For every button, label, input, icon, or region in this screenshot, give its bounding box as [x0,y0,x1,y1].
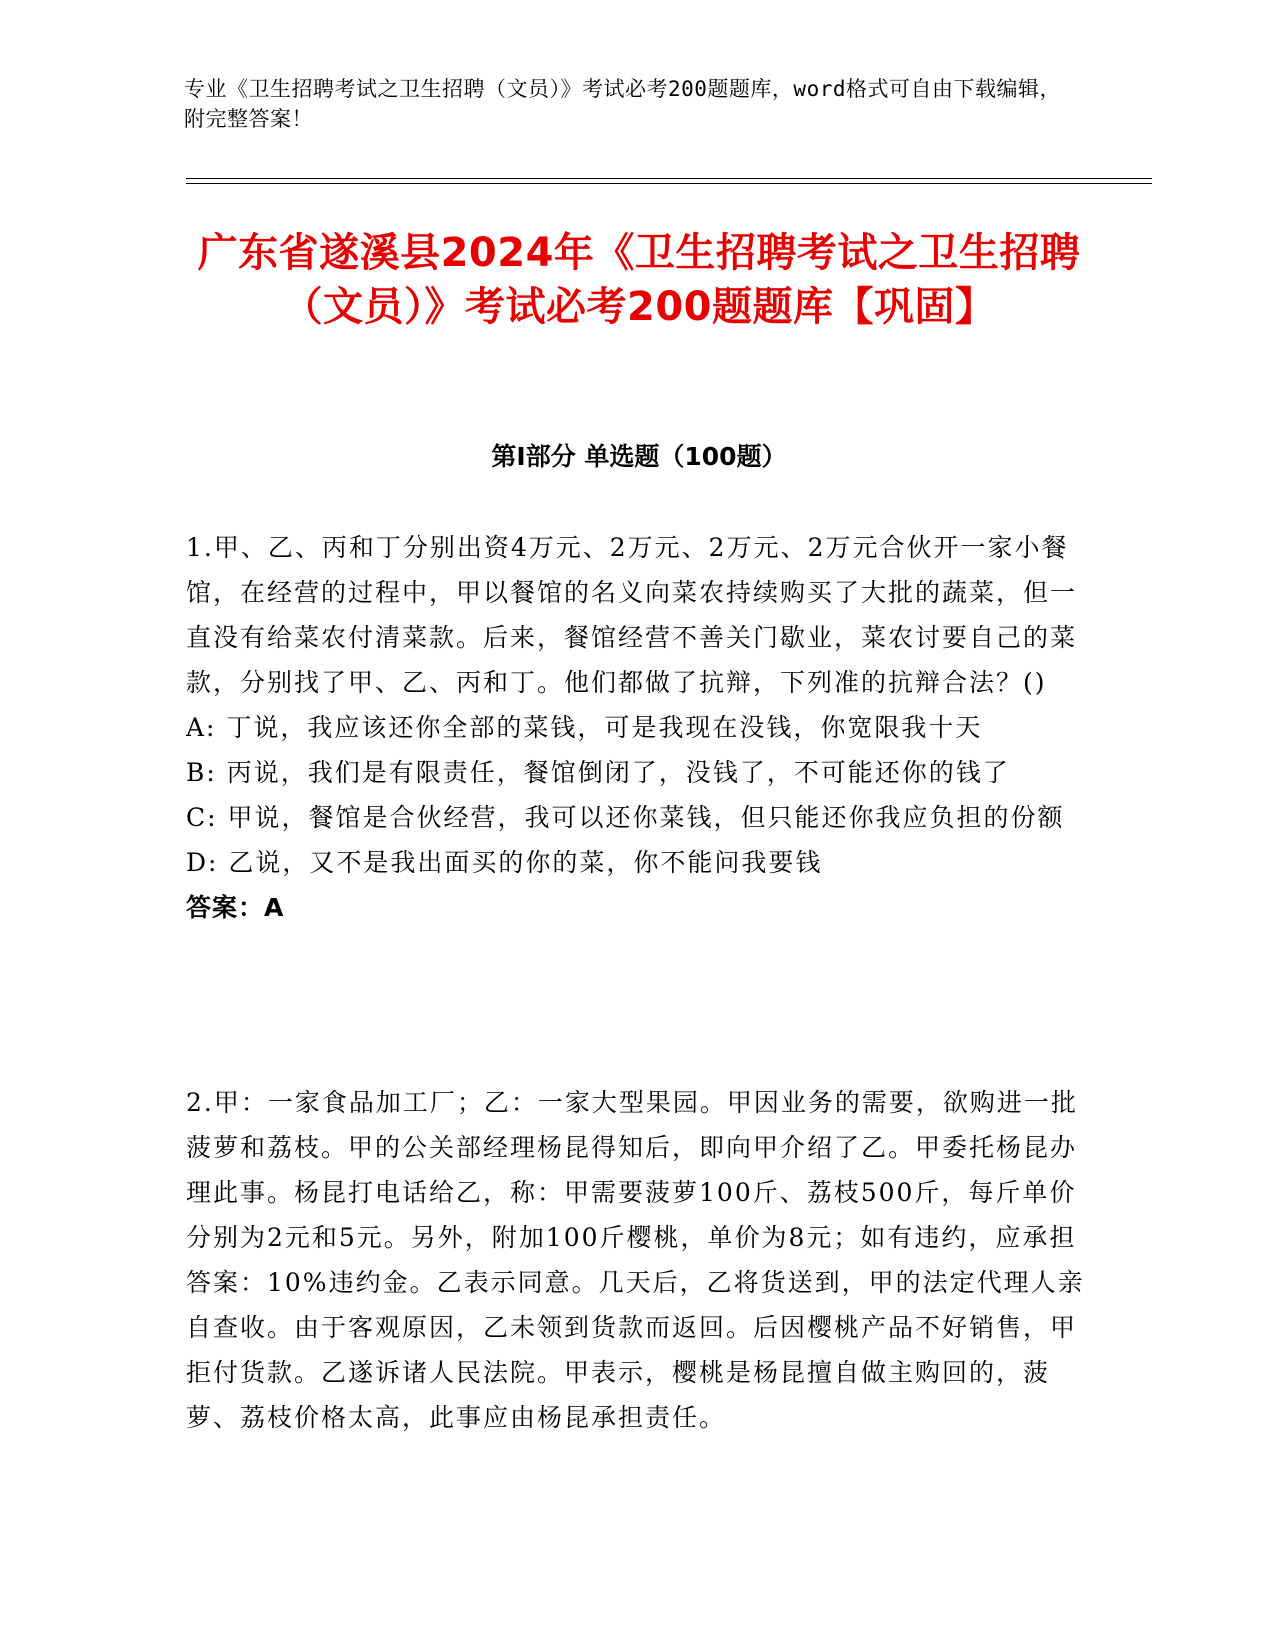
header-divider-bottom [186,183,1152,184]
question-1-option-b: B: 丙说，我们是有限责任，餐馆倒闭了，没钱了，不可能还你的钱了 [186,758,1010,787]
question-1-option-d: D: 乙说，又不是我出面买的你的菜，你不能问我要钱 [186,848,823,877]
question-1 [186,525,1092,930]
question-1-stem: 1.甲、乙、丙和丁分别出资4万元、2万元、2万元、2万元合伙开一家小餐馆，在经营的过程中，甲以餐馆的名义向菜农持续购买了大批的蔬菜，但一直没有给菜农付清菜款。后来，餐馆经营不善关门歇业，菜农讨要自己的菜款，分别找了甲、乙、丙和丁。他们都做了抗辩，下列准的抗辩合法？() [186,533,1078,697]
section-heading: 第I部分 单选题（100题） [491,442,787,471]
header-note: 专业《卫生招聘考试之卫生招聘（文员）》考试必考200题题库，word格式可自由下载编辑，附完整答案！ [184,77,1061,131]
document-title: 广东省遂溪县2024年《卫生招聘考试之卫生招聘（文员）》考试必考200题题库【巩固】 [197,230,1081,330]
header-divider-top [186,178,1152,179]
question-2-stem: 2.甲：一家食品加工厂；乙：一家大型果园。甲因业务的需要，欲购进一批菠萝和荔枝。甲的公关部经理杨昆得知后，即向甲介绍了乙。甲委托杨昆办理此事。杨昆打电话给乙，称：甲需要菠萝100斤、荔枝500斤，每斤单价分别为2元和5元。另外，附加100斤樱桃，单价为8元；如有违约，应承担答案：10%违约金。乙表示同意。几天后，乙将货送到，甲的法定代理人亲自查收。由于客观原因，乙未领到货款而返回。后因樱桃产品不好销售，甲拒付货款。乙遂诉诸人民法院。甲表示，樱桃是杨昆擅自做主购回的，菠萝、荔枝价格太高，此事应由杨昆承担责任。 [186,1088,1085,1432]
question-1-answer: 答案：A [186,893,285,922]
question-1-option-c: C: 甲说，餐馆是合伙经营，我可以还你菜钱，但只能还你我应负担的份额 [186,803,1065,832]
question-1-option-a: A: 丁说，我应该还你全部的菜钱，可是我现在没钱，你宽限我十天 [186,713,983,742]
question-2 [186,1080,1092,1440]
